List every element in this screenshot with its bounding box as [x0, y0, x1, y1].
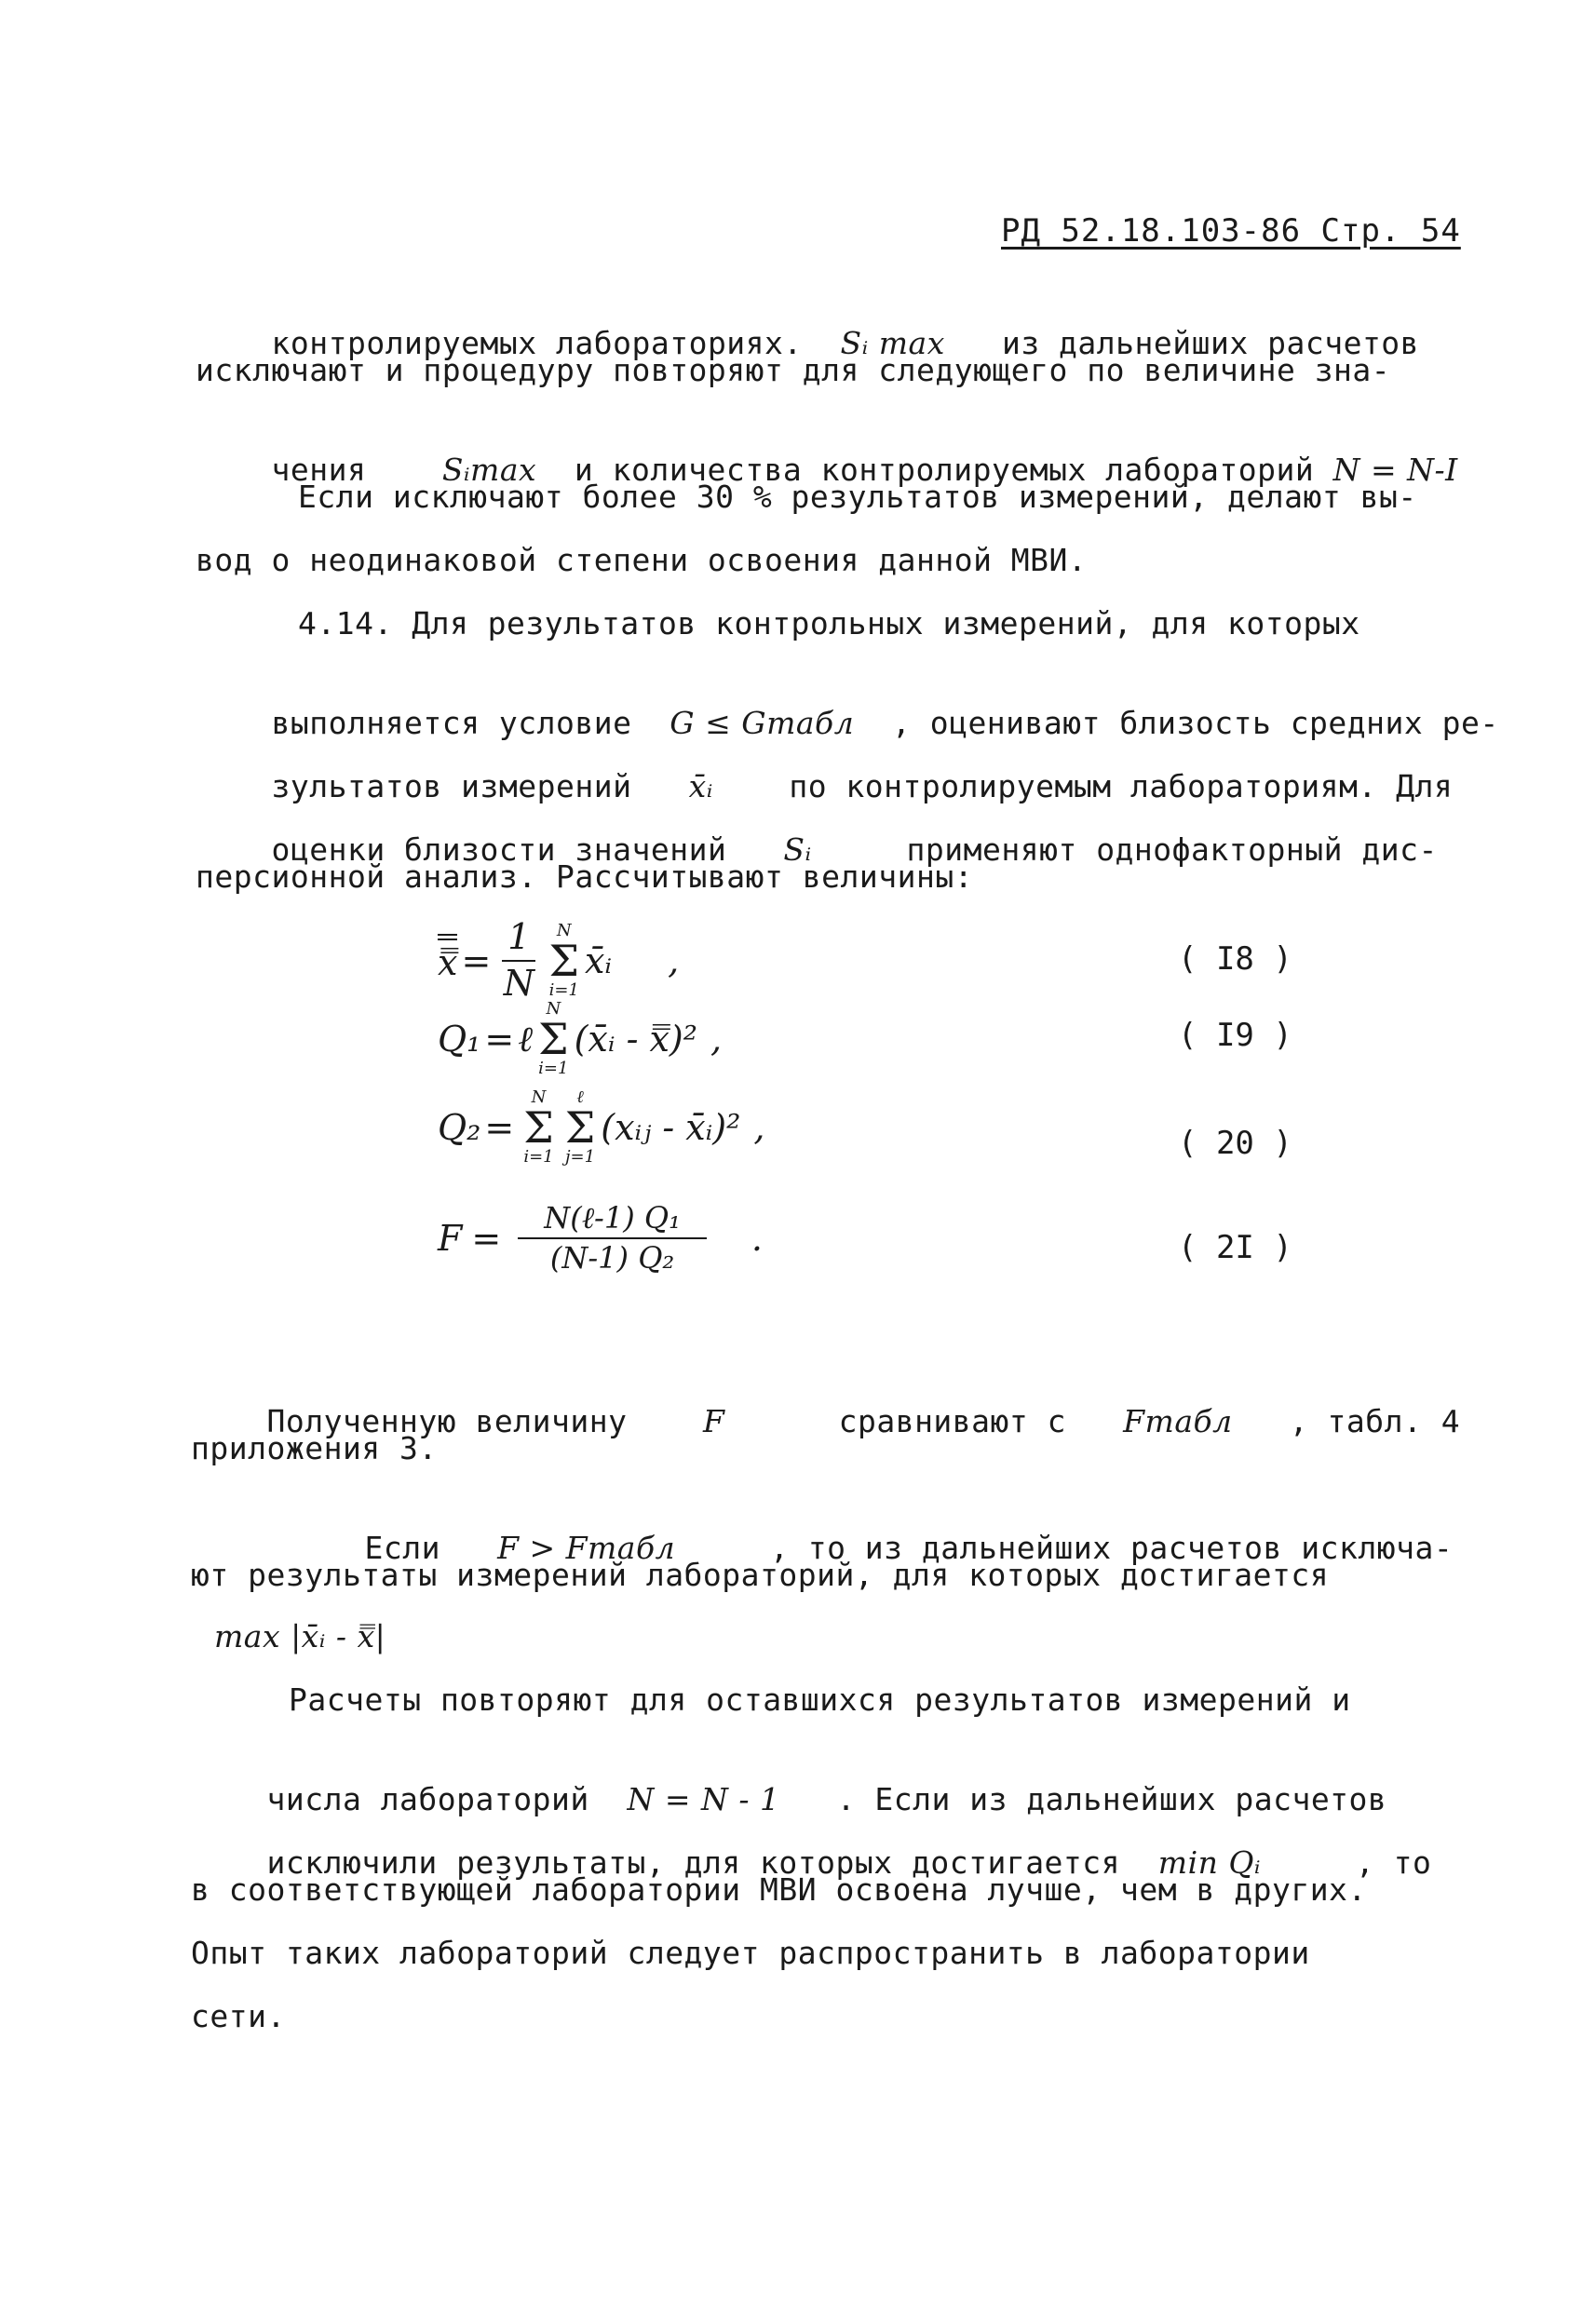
summation [538, 1001, 569, 1077]
formula-number-20: ( 20 ) [1178, 1125, 1292, 1162]
equals-sign: = [471, 1217, 502, 1259]
equals-sign: = [484, 1107, 515, 1148]
math-inline: Fтабл [1123, 1403, 1233, 1439]
fraction-numerator: 1 [502, 917, 535, 962]
text-span: , то из дальнейших расчетов исключа- [769, 1530, 1454, 1566]
text-span: применяют однофакторный дис- [906, 831, 1438, 868]
formula-punct: , [710, 1019, 723, 1060]
sum-upper-limit: N [531, 1087, 547, 1107]
formula-20 [438, 1089, 764, 1166]
page-header: РД 52.18.103-86 Стр. 54 [1001, 212, 1461, 250]
text-span: Полученную величину [266, 1403, 628, 1439]
math-inline: x̄ᵢ [688, 768, 713, 804]
text-span: сравнивают с [838, 1403, 1067, 1439]
math-inline: N = N - 1 [627, 1781, 780, 1817]
text-span: из дальнейших расчетов [1001, 325, 1420, 361]
sum-lower-limit: i=1 [538, 1059, 569, 1078]
text-span: контролируемых лабораториях. [271, 325, 803, 361]
sigma-symbol: Σ [523, 1102, 554, 1153]
text-line-10: персионной анализ. Рассчитывают величины: [196, 858, 974, 895]
text-line-5: вод о неодинаковой степени освоения данной МВИ. [196, 542, 1088, 578]
text-span: числа лабораторий [266, 1781, 589, 1817]
formula-punct: , [668, 939, 680, 981]
text-span: и количества контролируемых лабораторий [574, 452, 1315, 488]
text-span: , табл. 4 [1289, 1403, 1461, 1439]
formula-body: x̄ᵢ [585, 939, 613, 981]
formula-19 [438, 1001, 722, 1077]
sum-upper-limit: N [546, 999, 561, 1019]
formula-punct: . [751, 1217, 764, 1259]
text-span: . Если из дальнейших расчетов [836, 1781, 1387, 1817]
fraction [502, 917, 535, 1004]
fraction [518, 1201, 707, 1276]
text-span: оценки близости значений [271, 831, 727, 868]
math-inline: Sᵢ max [840, 325, 945, 361]
sum-lower-limit: i=1 [523, 1147, 554, 1167]
text-span: выполняется условие [271, 705, 632, 741]
formula-lhs: F [438, 1217, 463, 1259]
equals-sign: = [484, 1019, 515, 1060]
text-line-6: 4.14. Для результатов контрольных измерений, для которых [298, 605, 1360, 641]
text-span: Если [364, 1530, 440, 1566]
math-inline: min Qᵢ [1157, 1844, 1262, 1881]
text-span: , оценивают близость средних ре- [891, 705, 1499, 741]
text-span: исключили результаты, для которых достигается [266, 1844, 1121, 1881]
formula-punct: , [753, 1107, 765, 1148]
formula-lhs: Q₂ [438, 1107, 481, 1148]
sum-lower-limit: j=1 [564, 1147, 596, 1167]
formula-number-21: ( 2I ) [1178, 1229, 1292, 1266]
text-line-21: сети. [191, 1998, 286, 2034]
math-inline: F > Fтабл [497, 1530, 676, 1566]
math-inline: Sᵢmax [441, 452, 537, 488]
summation [548, 920, 579, 1000]
text-line-14: ют результаты измерений лабораторий, для которых достигается [191, 1557, 1330, 1593]
fraction-denominator: (N-1) Q₂ [549, 1239, 675, 1276]
math-inline: N = N-I [1332, 452, 1458, 488]
text-line-2: исключают и процедуру повторяют для следующего по величине зна- [196, 352, 1391, 388]
math-inline: Sᵢ [783, 831, 812, 868]
sigma-symbol: Σ [538, 1014, 569, 1064]
formula-coefficient: ℓ [518, 1018, 534, 1060]
equals-sign: = [461, 939, 492, 981]
formula-number-18: ( I8 ) [1178, 940, 1292, 978]
formula-lhs: Q₁ [438, 1019, 481, 1060]
math-inline: G ≤ Gтабл [670, 705, 855, 741]
text-line-20: Опыт таких лабораторий следует распространить в лаборатории [191, 1935, 1310, 1971]
text-line-12: приложения 3. [191, 1430, 438, 1466]
sum-upper-limit: N [556, 920, 572, 940]
formula-body: (xᵢⱼ - x̄ᵢ)² [601, 1107, 741, 1148]
sum-upper-limit: ℓ [576, 1087, 584, 1107]
summation-outer [523, 1089, 554, 1166]
formula-lhs: x̿ [438, 938, 457, 983]
formula-21 [438, 1201, 763, 1276]
formula-18 [438, 917, 679, 1004]
text-line-15: max |x̄ᵢ - x̿| [214, 1618, 386, 1654]
text-line-4: Если исключают более 30 % результатов измерений, делают вы- [298, 479, 1417, 515]
summation-inner [565, 1089, 596, 1166]
text-span: по контролируемым лабораториям. Для [789, 768, 1454, 804]
sigma-symbol: Σ [564, 1102, 596, 1153]
formula-body: (x̄ᵢ - x̿)² [574, 1019, 697, 1060]
text-span: зультатов измерений [271, 768, 632, 804]
text-span: , то [1355, 1844, 1432, 1881]
fraction-denominator: N [503, 962, 534, 1004]
formula-number-19: ( I9 ) [1178, 1017, 1292, 1054]
text-span: чения [271, 452, 367, 488]
sigma-symbol: Σ [548, 935, 579, 986]
fraction-numerator: N(ℓ-1) Q₁ [518, 1201, 707, 1239]
math-inline: F [702, 1403, 725, 1439]
text-line-19: в соответствующей лаборатории МВИ освоена лучше, чем в других. [191, 1871, 1367, 1908]
sum-lower-limit: i=1 [548, 979, 579, 1000]
text-line-16: Расчеты повторяют для оставшихся результатов измерений и [289, 1681, 1351, 1718]
